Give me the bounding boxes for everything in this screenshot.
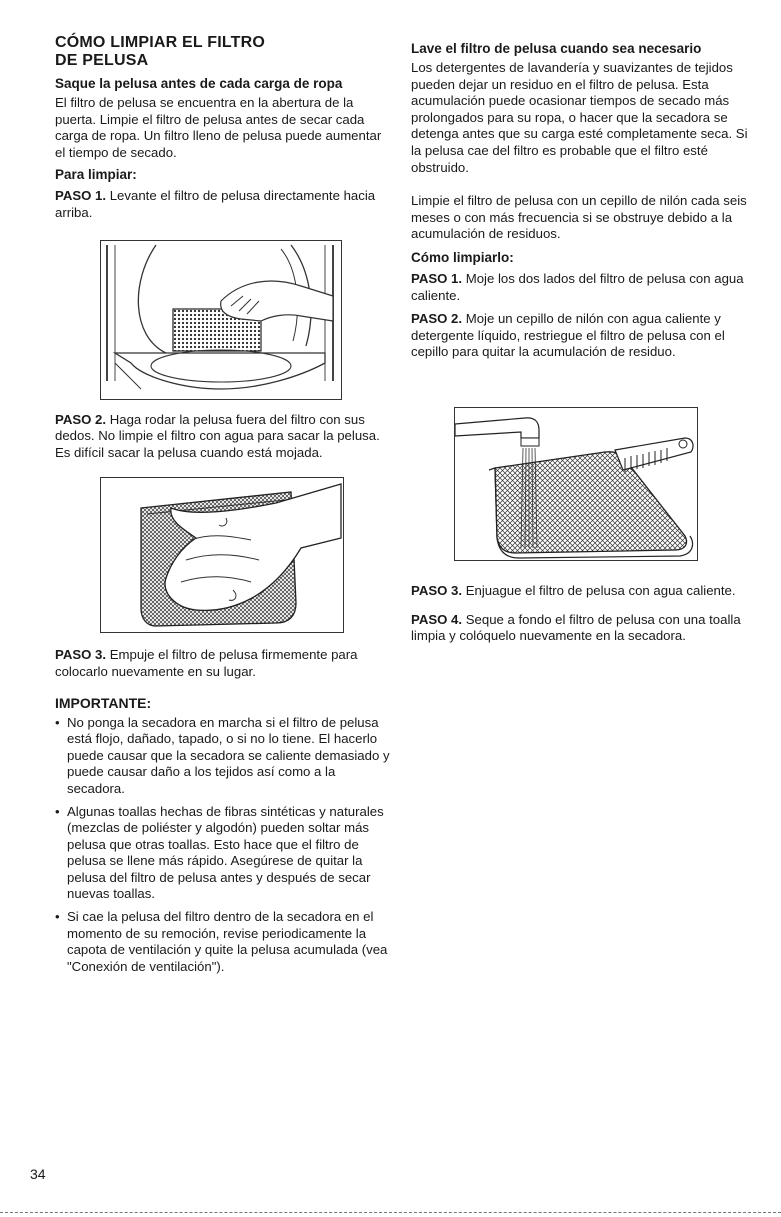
important-list [55, 715, 390, 976]
step-text: Enjuague el filtro de pelusa con agua caliente. [462, 582, 736, 598]
step-1-left [55, 188, 390, 221]
right-column [411, 34, 756, 652]
lift-filter-illustration [101, 241, 341, 399]
roll-lint-illustration [101, 478, 343, 632]
title-line-1: CÓMO LIMPIAR EL FILTRO [55, 34, 266, 51]
page-number: 34 [30, 1166, 46, 1182]
subheading-remove-lint: Saque la pelusa antes de cada carga de ropa [55, 76, 343, 91]
step-2-left [55, 412, 390, 462]
step-1-right [411, 271, 756, 304]
step-label: PASO 2. [411, 311, 463, 327]
brush-filter-illustration [455, 408, 697, 560]
step-label: PASO 1. [411, 270, 463, 286]
step-label: PASO 3. [411, 582, 463, 598]
subheading-wash-filter: Lave el filtro de pelusa cuando sea necesario [411, 41, 702, 56]
list-item: • No ponga la secadora en marcha si el filtro de pelusa está flojo, dañado, tapado, o si no lo tiene. El hacerlo puede causar que la secadora se caliente demasiado y puede causar daño a los tejidos así como a la secadora. [55, 715, 390, 798]
title-line-2: DE PELUSA [55, 52, 149, 69]
step-label: PASO 3. [55, 647, 107, 663]
important-heading: IMPORTANTE: [55, 694, 152, 711]
step-label: PASO 4. [411, 611, 463, 627]
step-label: PASO 2. [55, 411, 107, 427]
list-item: • Algunas toallas hechas de fibras sintéticas y naturales (mezclas de poliéster y algodón) pueden soltar más pelusa que otras toallas. Esto hace que el filtro de pelusa se llene más rápido. Asegúrese de quitar la pelusa del filtro de pelusa antes y después de secar nuevas toallas. [55, 804, 390, 904]
section-title [55, 34, 390, 70]
list-item: • Si cae la pelusa del filtro dentro de la secadora en el momento de su remoción, revise periodicamente la capota de ventilación y quite la pelusa acumulada (vea "Conexión de ventilación"). [55, 909, 390, 975]
para-limpiar-heading: Para limpiar: [55, 167, 137, 183]
step-text: Seque a fondo el filtro de pelusa con una toalla limpia y colóquelo nuevamente en la secadora. [411, 611, 741, 644]
step-4-right [411, 612, 756, 645]
step-text: Levante el filtro de pelusa directamente hacia arriba. [55, 188, 376, 220]
step-text: Empuje el filtro de pelusa firmemente para colocarlo nuevamente en su lugar. [55, 647, 358, 679]
intro-paragraph: El filtro de pelusa se encuentra en la abertura de la puerta. Limpie el filtro de pelusa antes de secar cada carga de ropa. Un filtro lleno de pelusa puede aumentar el tiempo de secado. [55, 95, 382, 160]
bottom-divider [0, 1212, 781, 1213]
como-limpiarlo-heading: Cómo limpiarlo: [411, 249, 514, 265]
residue-paragraph: Los detergentes de lavandería y suavizantes de tejidos pueden dejar un residuo en el filtro de pelusa. Esta acumulación puede ocasionar tiempos de secado más prolongados para su ropa, o hacer que la secadora se detenga antes que su carga esté completamente seca. Si la pelusa cae del filtro es probable que el filtro esté obstruido. [411, 60, 748, 175]
step-label: PASO 1. [55, 188, 107, 204]
step-text: Haga rodar la pelusa fuera del filtro con sus dedos. No limpie el filtro con agua para sacar la pelusa. Es difícil sacar la pelusa cuando está mojada. [55, 411, 380, 460]
step-3-left [55, 647, 390, 680]
figure-brush-filter [454, 407, 698, 561]
figure-roll-lint [100, 477, 344, 633]
left-column [55, 34, 390, 981]
brush-paragraph: Limpie el filtro de pelusa con un cepillo de nilón cada seis meses o con más frecuencia si se obstruye debido a la acumulación de residuos. [411, 193, 747, 242]
step-text: Moje los dos lados del filtro de pelusa con agua caliente. [411, 270, 744, 303]
step-3-right [411, 583, 756, 600]
step-text: Moje un cepillo de nilón con agua caliente y detergente líquido, restriegue el filtro de pelusa con el cepillo para quitar la acumulación de residuo. [411, 311, 725, 360]
step-2-right [411, 311, 756, 361]
figure-lift-filter [100, 240, 342, 400]
